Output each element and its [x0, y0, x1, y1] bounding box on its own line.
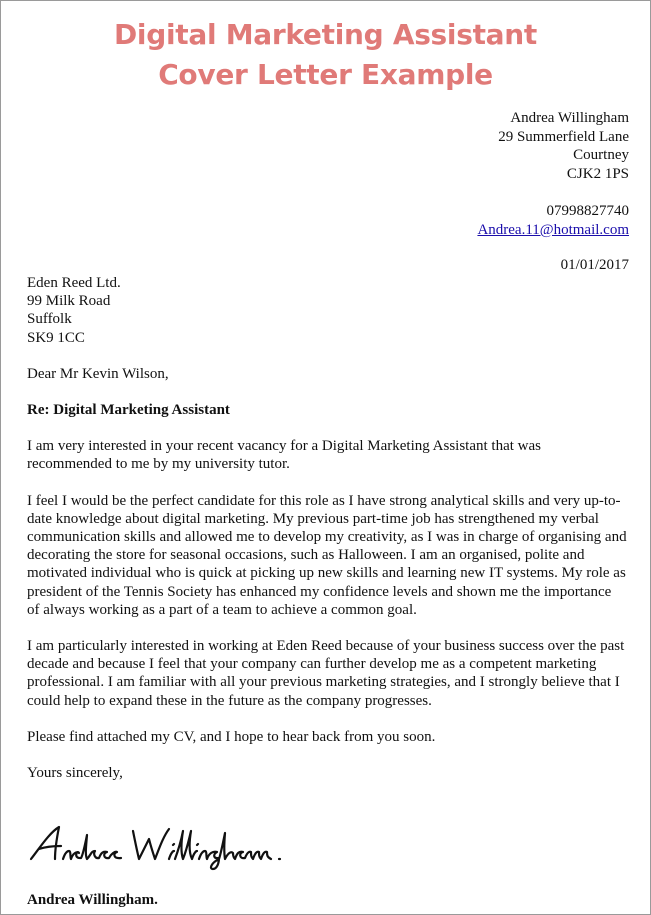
spacer: [477, 183, 629, 202]
recipient-county: Suffolk: [27, 311, 72, 328]
paragraph-intro: I am very interested in your recent vacancy for a Digital Marketing Assistant that was recommended to me by my university tutor.: [27, 438, 541, 473]
page-title: [1, 15, 650, 95]
title-line-1: Digital Marketing Assistant: [113, 18, 537, 51]
subject-line: Re: Digital Marketing Assistant: [27, 402, 230, 419]
signer-name: Andrea Willingham.: [27, 892, 158, 908]
recipient-address-block: [27, 274, 627, 347]
paragraph-company: I am particularly interested in working at Eden Reed because of your business success over the past decade and because I feel that your company can further develop me as a competent marketing professional. I am familiar with all your previous marketing strategies, and I strongly believe that I could help to expand these in the future as the company progresses.: [27, 638, 625, 709]
sender-email-link[interactable]: Andrea.11@hotmail.com: [477, 221, 629, 238]
recipient-street: 99 Milk Road: [27, 293, 111, 310]
sender-town: Courtney: [573, 147, 629, 164]
recipient-company: Eden Reed Ltd.: [27, 275, 121, 291]
recipient-postcode: SK9 1CC: [27, 329, 85, 346]
closing: Yours sincerely,: [27, 765, 123, 782]
letter-date: 01/01/2017: [560, 257, 629, 273]
handwritten-signature: [29, 821, 319, 876]
sender-name: Andrea Willingham: [510, 110, 629, 126]
title-line-2: Cover Letter Example: [158, 58, 493, 91]
sender-postcode: CJK2 1PS: [566, 165, 629, 182]
paragraph-skills: I feel I would be the perfect candidate for this role as I have strong analytical skills and very up-to-date knowledge about digital marketing. My previous part-time job has strengthened my verbal communication skills and allowed me to develop my creativity, as I was in charge of organising and decorating the store for seasonal occasions, such as Halloween. I am an organised, polite and motivated individual who is quick at picking up new skills and learning new IT systems. My role as president of the Tennis Society has enhanced my confidence levels and shown me the importance of always working as a part of a team to achieve a common goal.: [27, 492, 627, 618]
sender-street: 29 Summerfield Lane: [498, 128, 629, 145]
sender-address-block: [477, 109, 629, 239]
salutation: Dear Mr Kevin Wilson,: [27, 365, 169, 382]
paragraph-closing: Please find attached my CV, and I hope to hear back from you soon.: [27, 728, 436, 745]
sender-phone: 07998827740: [546, 202, 629, 219]
letter-body: [27, 274, 627, 800]
